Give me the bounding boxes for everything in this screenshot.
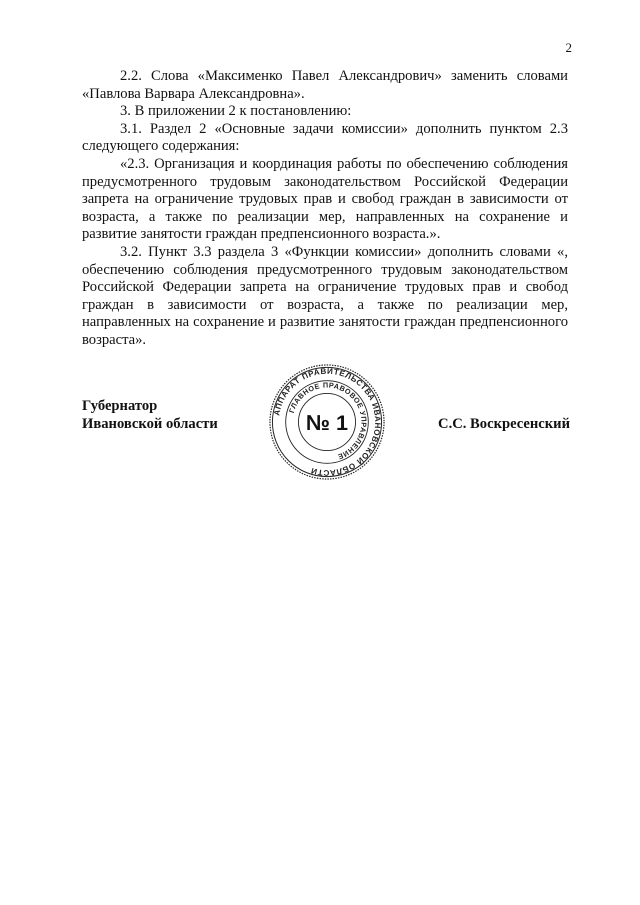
paragraph-3-2: 3.2. Пункт 3.3 раздела 3 «Функции комиссии» дополнить словами «, обеспечению соблюдения предусмотренного трудовым законодательством Российской Федерации запрета на ограничение трудовых прав и свобод граждан в зависимости от возраста, а также по реализации мер, направленных на сохранение и развитие занятости граждан предпенсионного возраста».	[82, 243, 568, 348]
paragraph-2-2: 2.2. Слова «Максименко Павел Александрович» заменить словами «Павлова Варвара Александровна».	[82, 68, 568, 102]
signatory-name: С.С. Воскресенский	[438, 416, 570, 432]
signatory-position	[82, 398, 218, 433]
seal-center-number: № 1	[305, 409, 349, 435]
signatory-position-line1: Губернатор	[82, 398, 158, 414]
paragraph-3-1: 3.1. Раздел 2 «Основные задачи комиссии» дополнить пунктом 2.3 следующего содержания:	[82, 120, 568, 155]
document-body	[82, 68, 568, 350]
seal-outer-text: АППАРАТ ПРАВИТЕЛЬСТВА ИВАНОВСКОЙ ОБЛАСТИ	[272, 366, 383, 478]
signatory-position-line2: Ивановской области	[82, 415, 218, 432]
page-number: 2	[565, 40, 572, 55]
paragraph-2-3-quote: «2.3. Организация и координация работы по обеспечению соблюдения предусмотренного трудовым законодательством Российской Федерации запрета на ограничение трудовых прав и свобод граждан в зависимости от возраста, а также по реализации мер, направленных на сохранение и развитие занятости граждан предпенсионного возраста.».	[82, 155, 568, 243]
official-seal	[268, 363, 386, 481]
seal-inner-text: ГЛАВНОЕ ПРАВОВОЕ УПРАВЛЕНИЕ	[286, 380, 369, 462]
paragraph-3: 3. В приложении 2 к постановлению:	[120, 103, 352, 120]
